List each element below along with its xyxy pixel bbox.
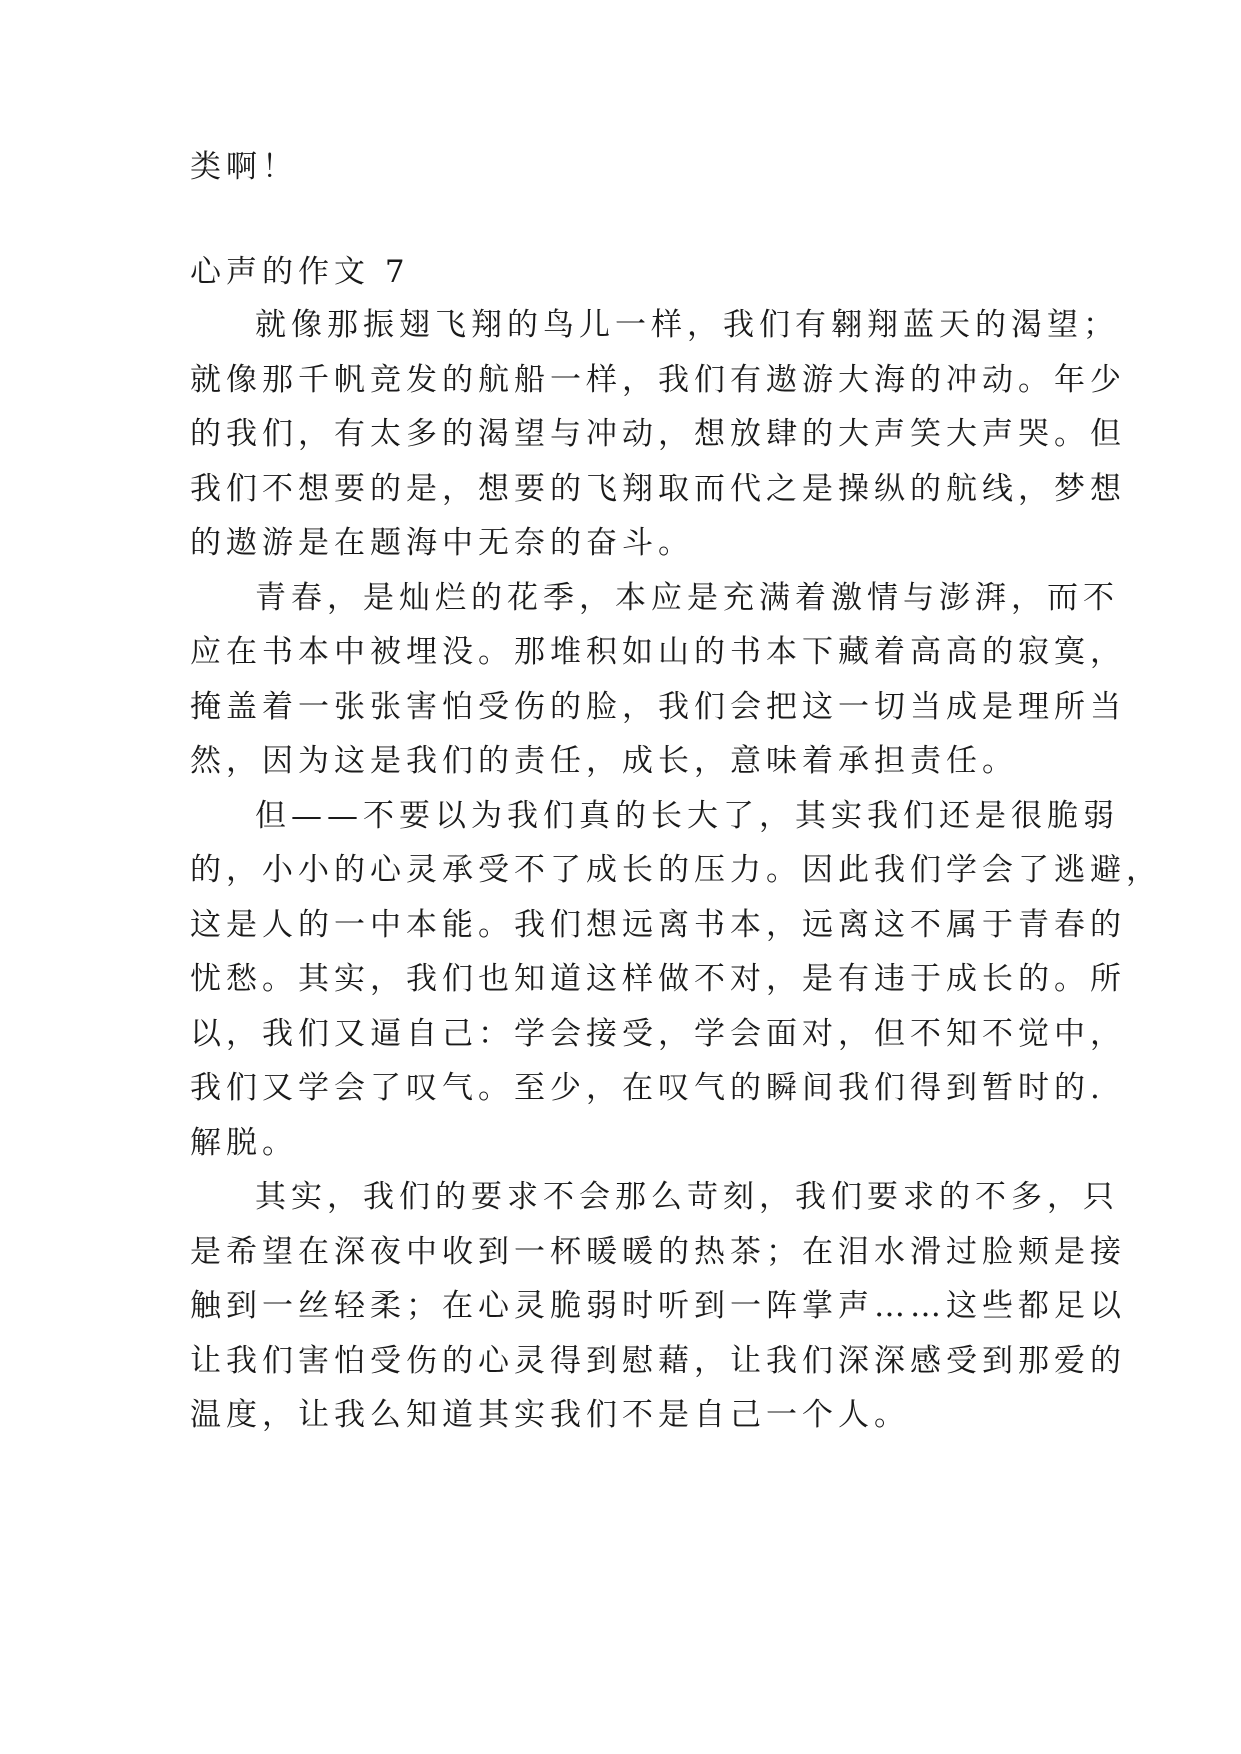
text-line: 的，小小的心灵承受不了成长的压力。因此我们学会了逃避， xyxy=(190,852,1162,888)
text-line: 但——不要以为我们真的长大了，其实我们还是很脆弱 xyxy=(255,798,1119,834)
text-line: 就像那千帆竞发的航船一样，我们有遨游大海的冲动。年少 xyxy=(190,362,1126,398)
text-line: 这是人的一中本能。我们想远离书本，远离这不属于青春的 xyxy=(190,907,1126,943)
text-line: 的我们，有太多的渴望与冲动，想放肆的大声笑大声哭。但 xyxy=(190,416,1126,452)
text-line: 温度，让我么知道其实我们不是自己一个人。 xyxy=(190,1397,910,1433)
text-line: 我们又学会了叹气。至少，在叹气的瞬间我们得到暂时的. xyxy=(190,1070,1105,1106)
text-line: 类啊！ xyxy=(190,149,298,185)
section-title: 心声的作文 7 xyxy=(190,254,410,290)
text-line: 掩盖着一张张害怕受伤的脸，我们会把这一切当成是理所当 xyxy=(190,689,1126,725)
text-line: 以，我们又逼自己：学会接受，学会面对，但不知不觉中， xyxy=(190,1016,1126,1052)
text-line: 应在书本中被埋没。那堆积如山的书本下藏着高高的寂寞， xyxy=(190,634,1126,670)
text-line: 的遨游是在题海中无奈的奋斗。 xyxy=(190,525,694,561)
text-line: 让我们害怕受伤的心灵得到慰藉，让我们深深感受到那爱的 xyxy=(190,1343,1126,1379)
text-line: 忧愁。其实，我们也知道这样做不对，是有违于成长的。所 xyxy=(190,961,1126,997)
text-line: 其实，我们的要求不会那么苛刻，我们要求的不多，只 xyxy=(255,1179,1119,1215)
text-line: 然，因为这是我们的责任，成长，意味着承担责任。 xyxy=(190,743,1018,779)
text-line: 解脱。 xyxy=(190,1125,298,1161)
text-line: 触到一丝轻柔；在心灵脆弱时听到一阵掌声……这些都足以 xyxy=(190,1288,1126,1324)
text-line: 就像那振翅飞翔的鸟儿一样，我们有翱翔蓝天的渴望； xyxy=(255,307,1119,343)
text-line: 青春，是灿烂的花季，本应是充满着激情与澎湃，而不 xyxy=(255,580,1119,616)
text-line: 我们不想要的是，想要的飞翔取而代之是操纵的航线，梦想 xyxy=(190,471,1126,507)
text-line: 是希望在深夜中收到一杯暖暖的热茶；在泪水滑过脸颊是接 xyxy=(190,1234,1126,1270)
